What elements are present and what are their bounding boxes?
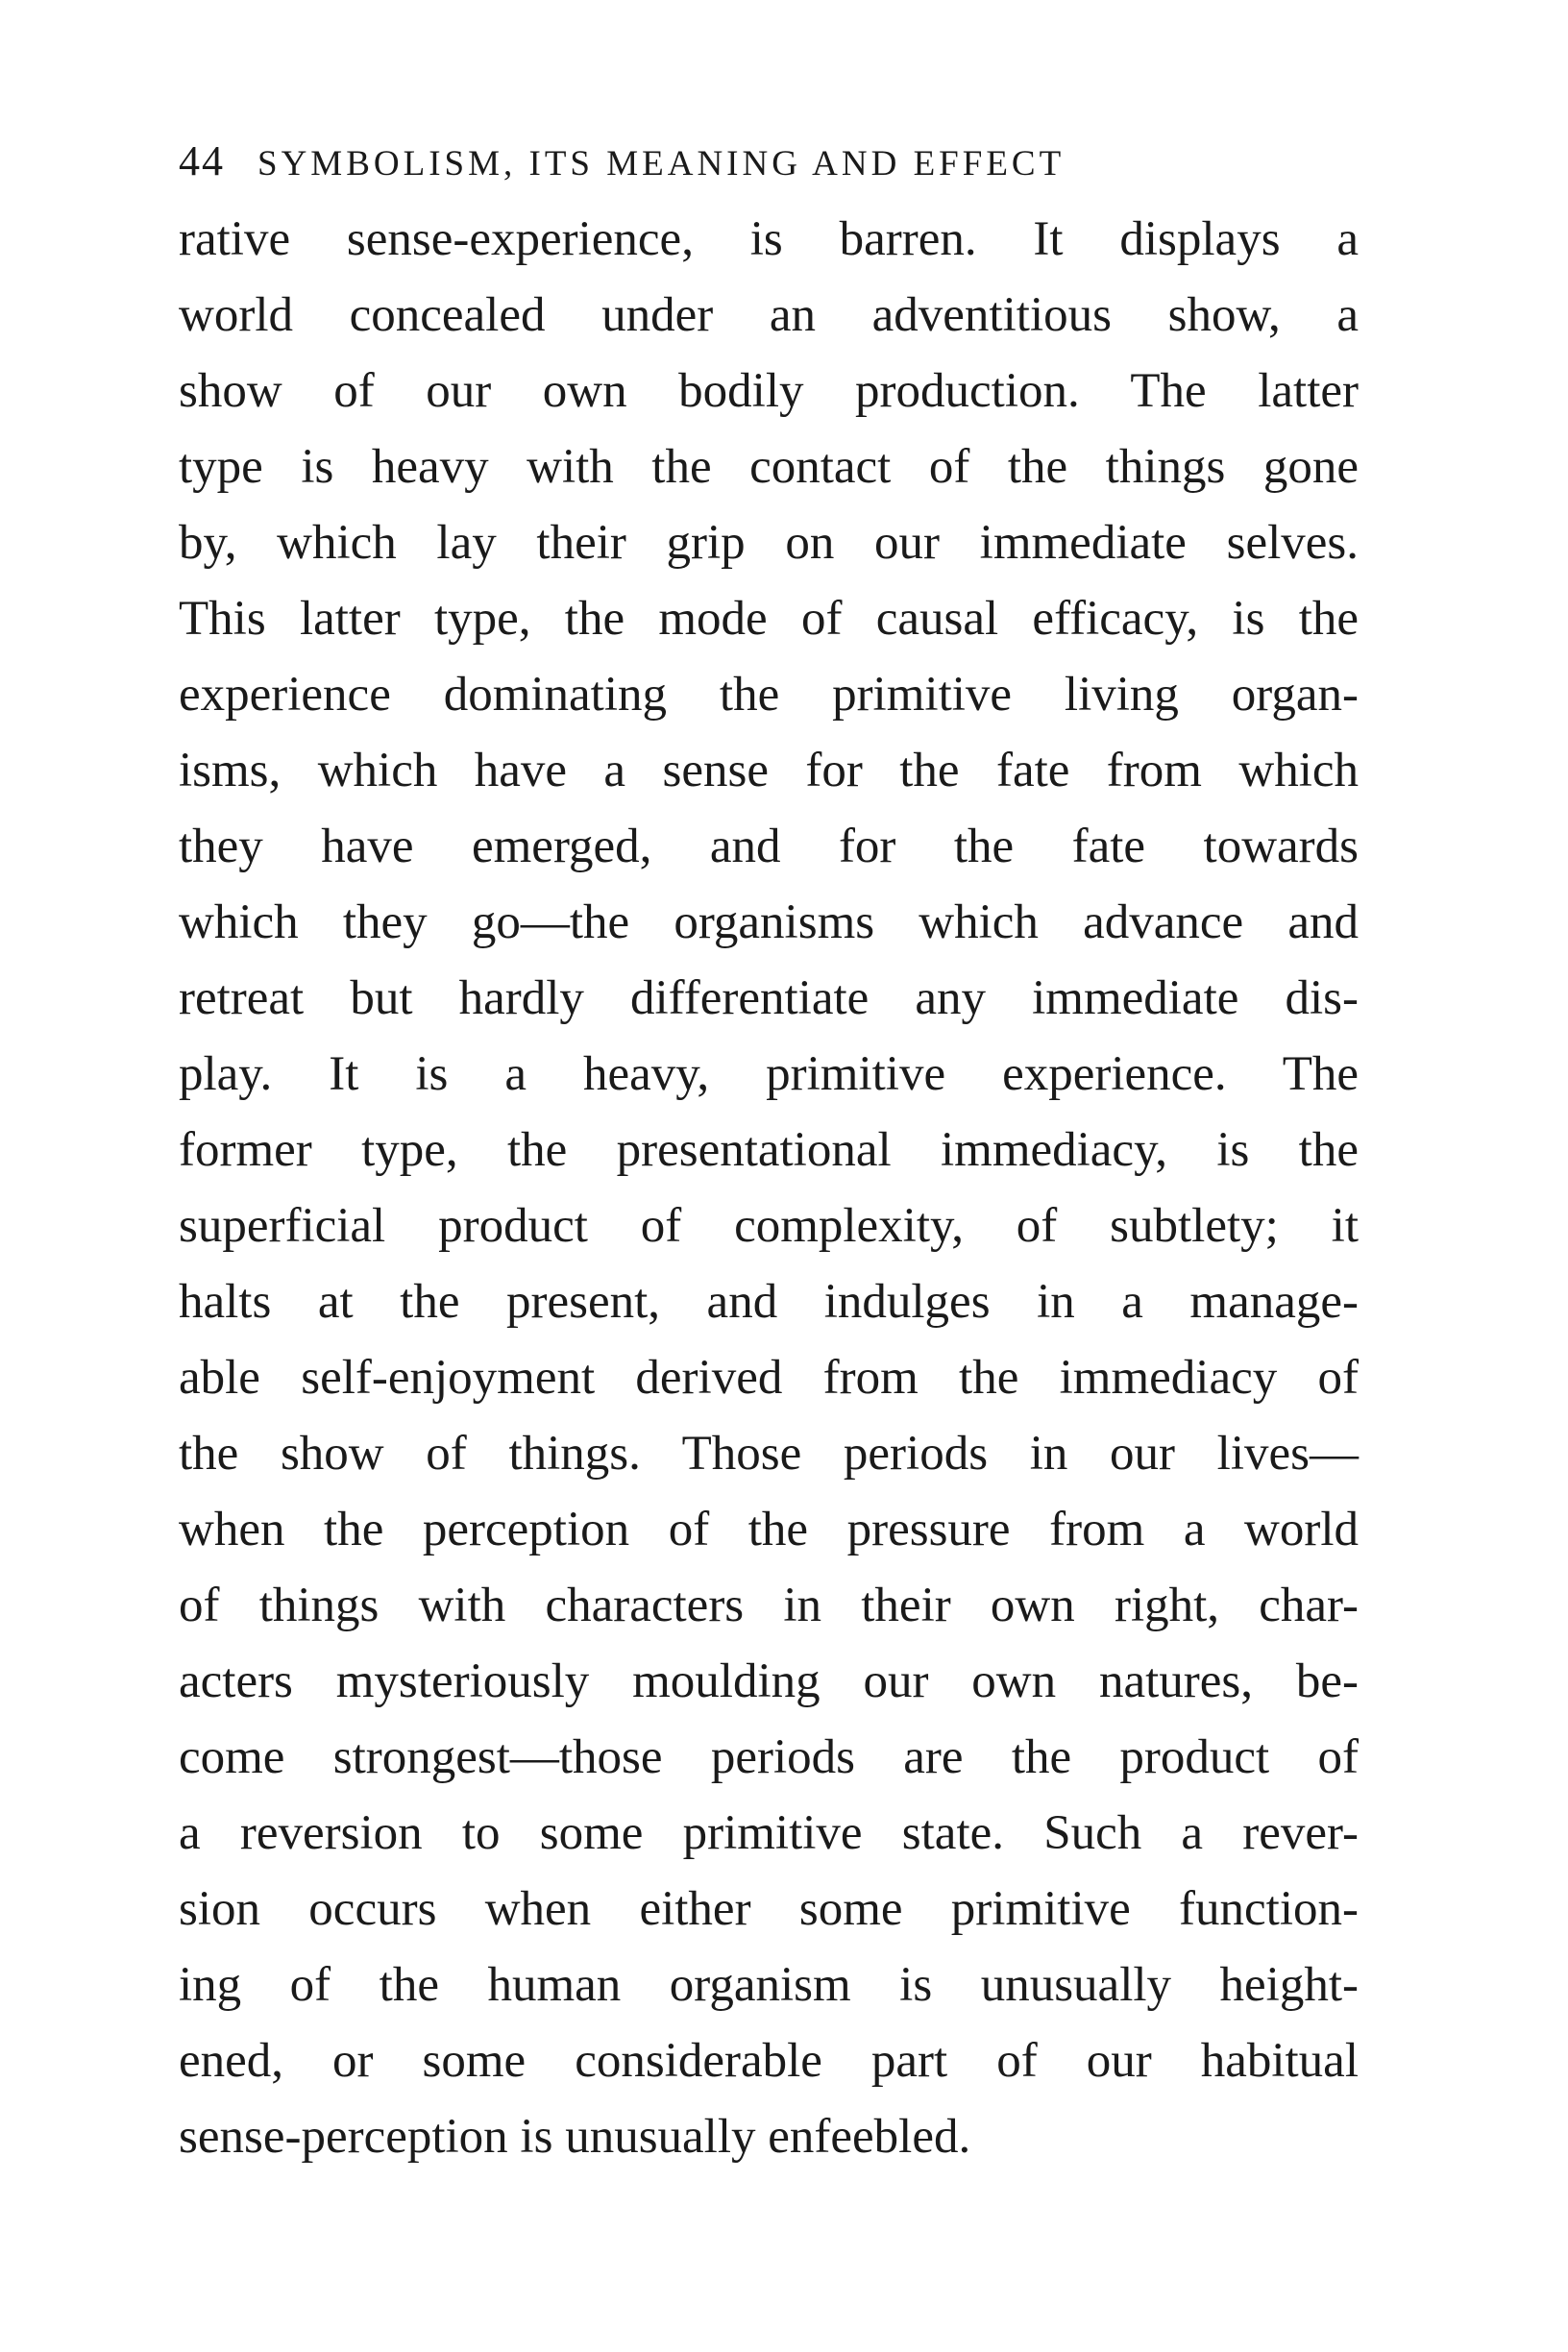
text-line: former type, the presentational immediacy, is the (179, 1123, 1359, 1177)
text-line-last: sense-perception is unusually enfeebled. (179, 2110, 971, 2164)
text-line: they have emerged, and for the fate towards (179, 820, 1359, 873)
text-line: a reversion to some primitive state. Such a rever- (179, 1806, 1359, 1860)
page-number: 44 (179, 137, 225, 184)
text-line: isms, which have a sense for the fate from which (179, 744, 1359, 797)
text-line: show of our own bodily production. The latter (179, 364, 1359, 418)
text-line: experience dominating the primitive living organ- (179, 668, 1359, 722)
text-line: sion occurs when either some primitive function- (179, 1882, 1359, 1936)
text-line: world concealed under an adventitious show, a (179, 288, 1359, 342)
running-title: SYMBOLISM, ITS MEANING AND EFFECT (257, 144, 1066, 184)
text-line: which they go—the organisms which advance and (179, 895, 1359, 949)
text-line: acters mysteriously moulding our own natures, be- (179, 1654, 1359, 1708)
text-line: ened, or some considerable part of our habitual (179, 2034, 1359, 2088)
text-line: when the perception of the pressure from a world (179, 1503, 1359, 1556)
text-line: of things with characters in their own right, char- (179, 1579, 1359, 1632)
text-line: the show of things. Those periods in our lives— (179, 1427, 1359, 1481)
text-line: rative sense-experience, is barren. It displays a (179, 212, 1359, 266)
text-line: able self-enjoyment derived from the immediacy of (179, 1351, 1359, 1405)
running-head (179, 133, 1351, 190)
text-line: come strongest—those periods are the product of (179, 1730, 1359, 1784)
text-line: superficial product of complexity, of subtlety; it (179, 1199, 1359, 1253)
text-line: type is heavy with the contact of the things gone (179, 440, 1359, 494)
text-line: This latter type, the mode of causal efficacy, is the (179, 592, 1359, 646)
text-line: retreat but hardly differentiate any immediate dis- (179, 971, 1359, 1025)
text-line: play. It is a heavy, primitive experience. The (179, 1047, 1359, 1101)
text-line: ing of the human organism is unusually height- (179, 1958, 1359, 2012)
text-line: halts at the present, and indulges in a manage- (179, 1275, 1359, 1329)
text-line: by, which lay their grip on our immediate selves. (179, 516, 1359, 570)
body-text (179, 202, 1359, 2175)
